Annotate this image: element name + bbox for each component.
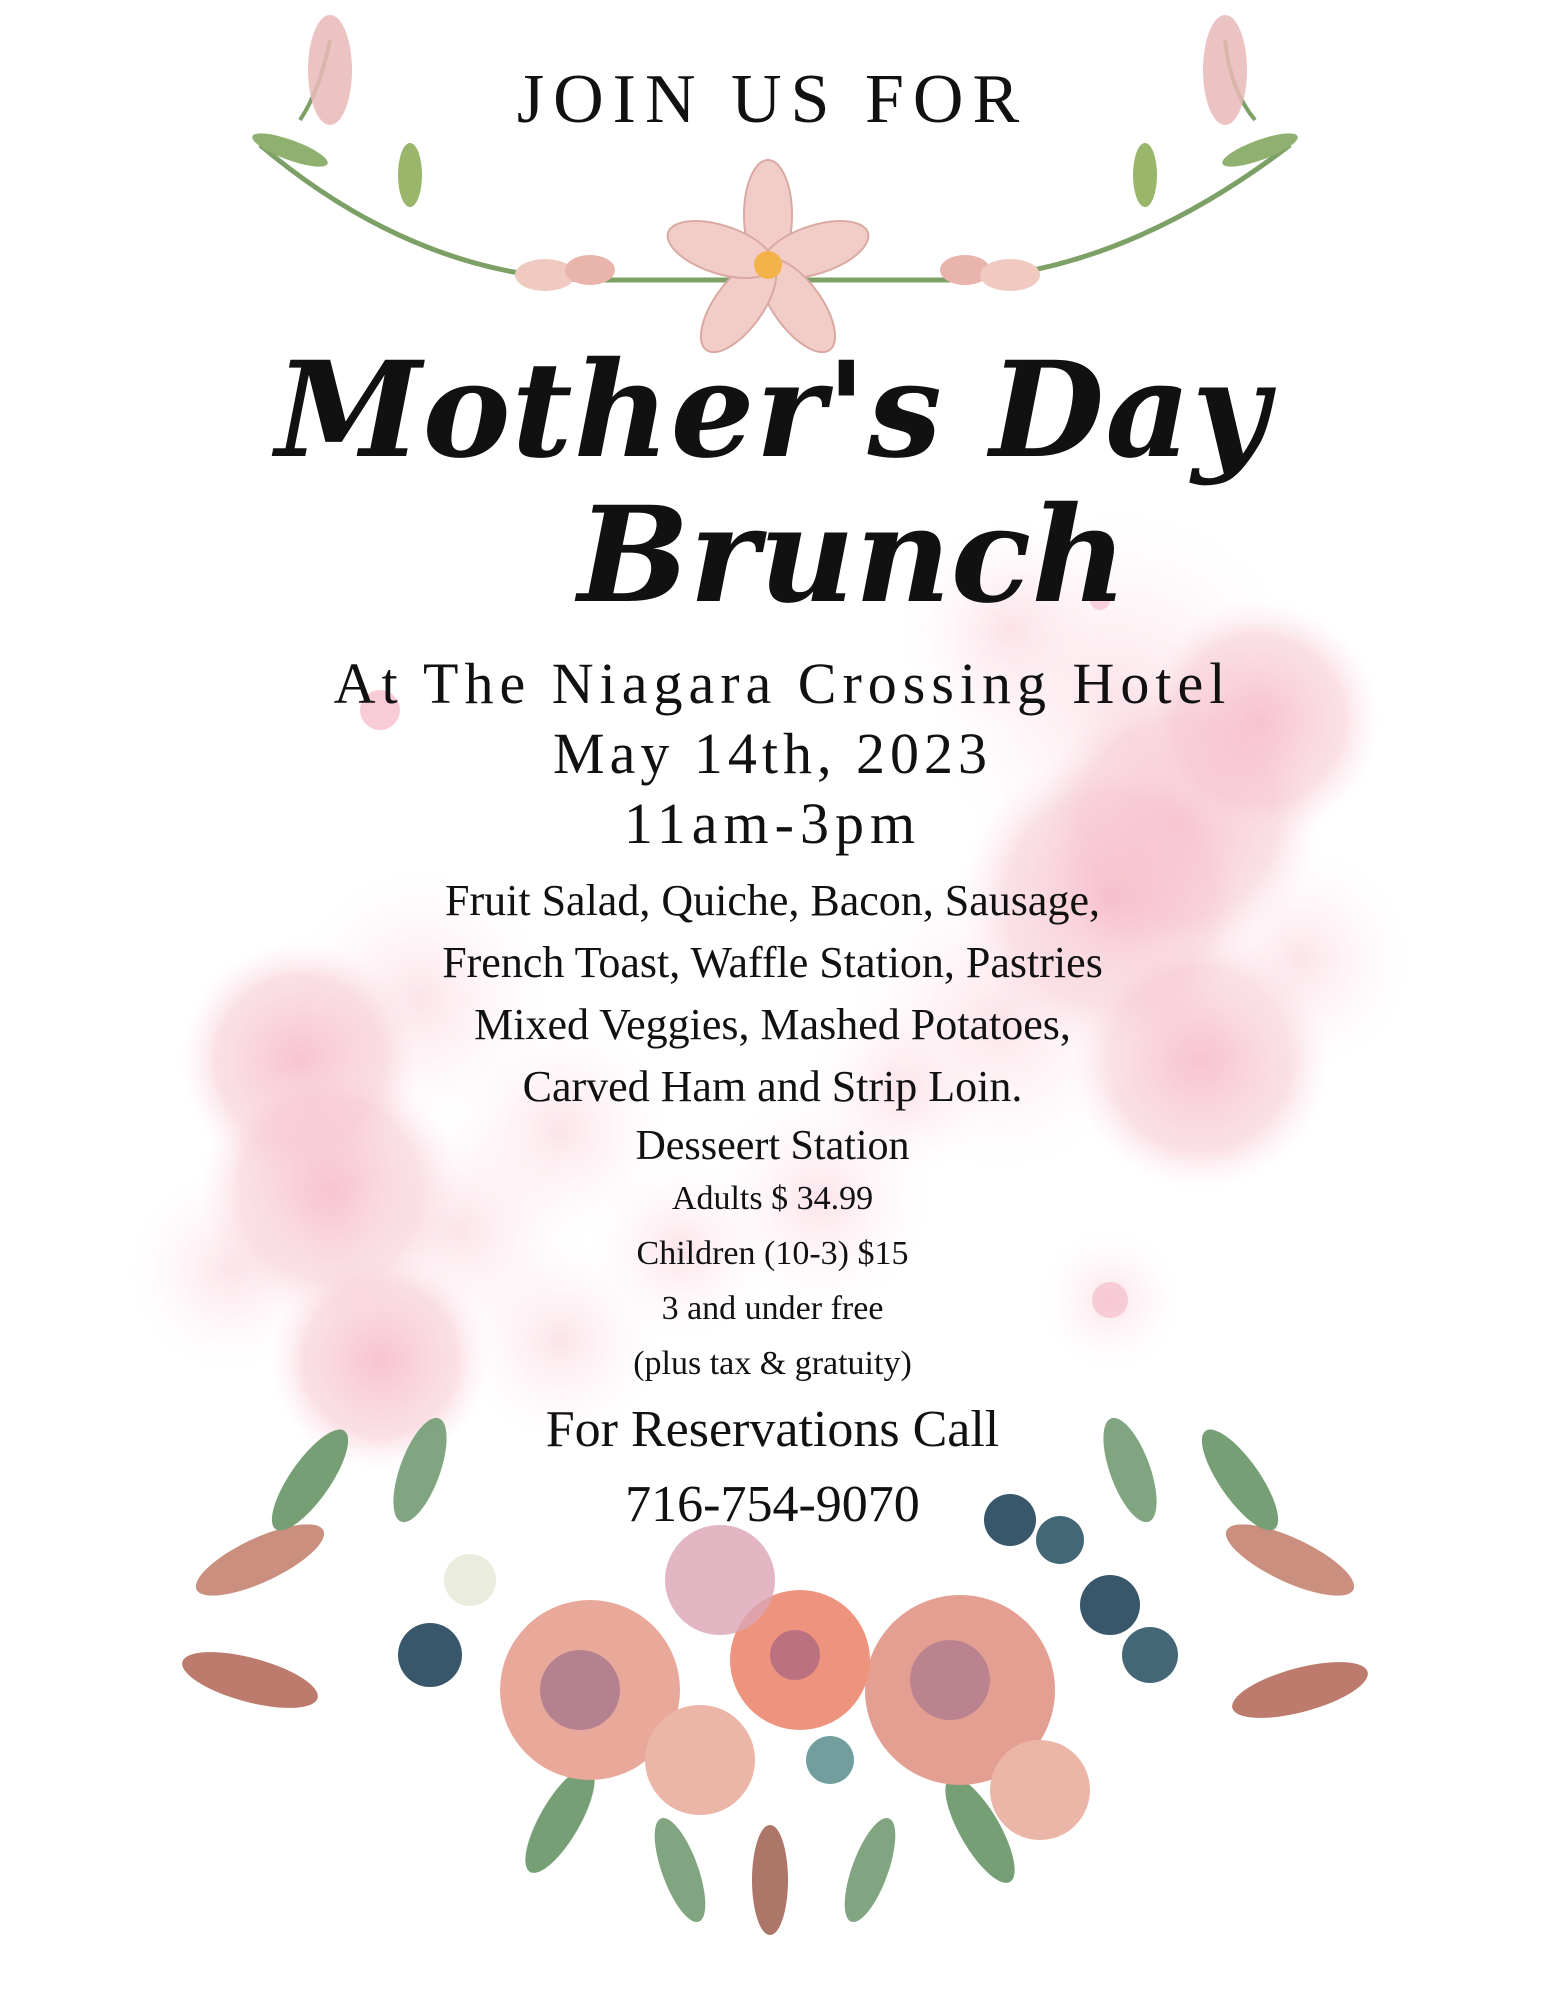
join-us-heading: JOIN US FOR bbox=[516, 61, 1029, 138]
menu-line: French Toast, Waffle Station, Pastries bbox=[442, 938, 1103, 987]
venue-text: At The Niagara Crossing Hotel bbox=[333, 651, 1232, 716]
infant-price: 3 and under free bbox=[661, 1290, 884, 1327]
menu-line: Carved Ham and Strip Loin. bbox=[522, 1062, 1023, 1111]
reservations-label: For Reservations Call bbox=[545, 1401, 1000, 1458]
tax-note: (plus tax & gratuity) bbox=[633, 1345, 912, 1382]
event-time: 11am-3pm bbox=[623, 791, 922, 856]
children-price: Children (10-3) $15 bbox=[636, 1235, 909, 1272]
event-title-line2: Brunch bbox=[577, 478, 1128, 633]
menu-list bbox=[0, 870, 1545, 1118]
reservations-phone: 716-754-9070 bbox=[625, 1476, 920, 1533]
event-date: May 14th, 2023 bbox=[553, 721, 992, 786]
menu-line: Fruit Salad, Quiche, Bacon, Sausage, bbox=[445, 876, 1100, 925]
dessert-station: Desseert Station bbox=[635, 1123, 910, 1169]
menu-line: Mixed Veggies, Mashed Potatoes, bbox=[474, 1000, 1071, 1049]
event-title-line1: Mother's Day bbox=[275, 333, 1270, 488]
adult-price: Adults $ 34.99 bbox=[671, 1180, 874, 1217]
